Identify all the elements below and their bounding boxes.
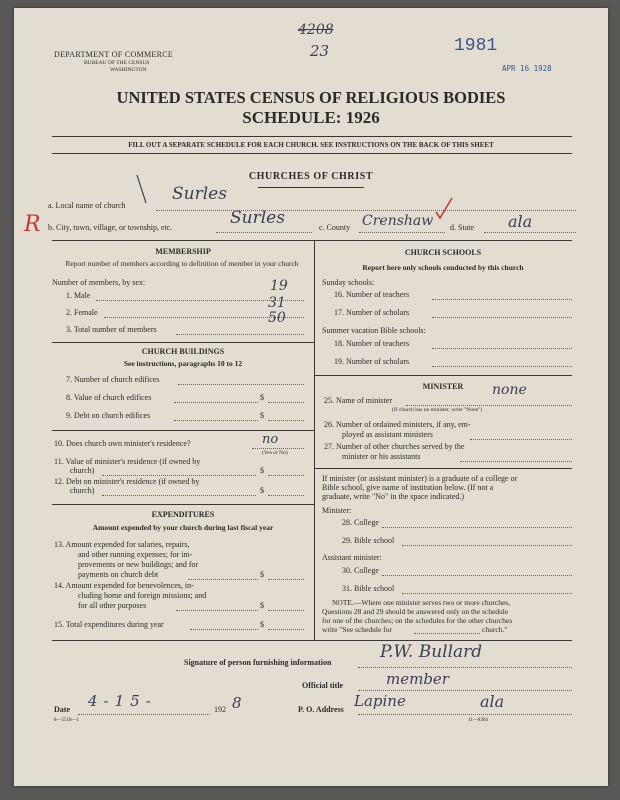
male-label: 1. Male	[66, 291, 91, 300]
total-members-value: 50	[268, 310, 286, 326]
q13-dollar: $	[260, 570, 264, 579]
q12-label-cont: church)	[70, 486, 95, 495]
q16-label: 16. Number of teachers	[334, 290, 410, 299]
bureau-name: BUREAU OF THE CENSUS	[84, 60, 150, 66]
q31-label: 31. Bible school	[342, 584, 395, 593]
q7-label: 7. Number of church edifices	[66, 375, 160, 384]
official-title-value: member	[386, 670, 449, 688]
q11-label-cont: church)	[70, 466, 95, 475]
q26-label-cont: ployed as assistant ministers	[342, 430, 433, 439]
po-address-label: P. O. Address	[298, 705, 344, 714]
footnote-4: write "See schedule for	[322, 625, 392, 634]
minister-sub-label: Minister:	[322, 506, 352, 515]
footnote-3: for one of the churches; on the schedules for the other churches	[322, 616, 513, 625]
footnote-5: church."	[482, 625, 508, 634]
po-address-value: Lapine	[354, 692, 406, 710]
q25-label: 25. Name of minister	[324, 396, 392, 405]
q11-dollar: $	[260, 466, 264, 475]
year-stamp: 1981	[454, 36, 498, 56]
year-prefix: 192	[214, 705, 226, 714]
date-value: 4-15-	[88, 692, 157, 710]
separate-schedule-instruction: FILL OUT A SEPARATE SCHEDULE FOR EACH CHURCH. SEE INSTRUCTIONS ON THE BACK OF THIS SHEET	[128, 141, 494, 149]
q14-label-2: cluding home and foreign missions; and	[78, 591, 207, 600]
q13-label-4: payments on church debt	[78, 570, 159, 579]
q9-label: 9. Debt on church edifices	[66, 411, 151, 420]
local-name-value: Surles	[172, 184, 227, 204]
q27-label-cont: minister or his assistants	[342, 452, 421, 461]
minister-heading: MINISTER	[422, 382, 464, 391]
church-schools-note: Report here only schools conducted by this church	[362, 263, 524, 272]
form-title: UNITED STATES CENSUS OF RELIGIOUS BODIES	[116, 88, 506, 107]
church-buildings-heading: CHURCH BUILDINGS	[141, 347, 225, 356]
po-state-value: ala	[480, 692, 505, 711]
q27-label: 27. Number of other churches served by the	[324, 442, 465, 451]
county-value: Crenshaw	[362, 213, 434, 229]
census-schedule-sheet	[14, 8, 608, 786]
q25-note: (If church has no minister, write "None")	[392, 407, 483, 413]
q13-label-3: provements or new buildings; and for	[78, 560, 199, 569]
q12-label: 12. Debt on minister's residence (if owned by	[54, 477, 200, 486]
denomination-heading: CHURCHES OF CHRIST	[248, 171, 374, 182]
total-members-label: 3. Total number of members	[66, 325, 157, 334]
print-number: 11—8304	[468, 718, 488, 723]
signature-value: P.W. Bullard	[380, 642, 483, 662]
date-label: Date	[54, 705, 70, 714]
graduate-note-2: Bible school, give name of institution below. (If not a	[322, 483, 494, 492]
q12-dollar: $	[260, 486, 264, 495]
crossed-number: 4208	[298, 22, 334, 38]
official-title-label: Official title	[302, 681, 344, 690]
q11-label: 11. Value of minister's residence (if owned by	[54, 457, 201, 466]
footnote-2: Questions 28 and 29 should be answered only on the schedule	[322, 607, 509, 616]
form-number: 8—5518—1	[54, 718, 79, 723]
q19-label: 19. Number of scholars	[334, 357, 410, 366]
q10-label: 10. Does church own minister's residence?	[54, 439, 191, 448]
year-suffix: 8	[232, 694, 242, 712]
form-subtitle: SCHEDULE: 1926	[242, 108, 380, 127]
q14-label-3: for all other purposes	[78, 601, 147, 610]
check-mark-icon	[434, 194, 456, 222]
review-mark-r: R	[24, 212, 41, 237]
female-value: 31	[268, 295, 286, 311]
sunday-schools-label: Sunday schools:	[322, 278, 375, 287]
q18-label: 18. Number of teachers	[334, 339, 410, 348]
local-name-label: a. Local name of church	[48, 201, 126, 210]
q9-dollar: $	[260, 411, 264, 420]
city-label: b. City, town, village, or township, etc.	[48, 223, 173, 232]
yes-no-hint: (Yes or No)	[262, 450, 288, 456]
received-date-stamp: APR 16 1928	[502, 64, 552, 73]
church-buildings-note: See instructions, paragraphs 10 to 12	[123, 359, 243, 368]
members-by-sex-label: Number of members, by sex:	[52, 278, 146, 287]
q10-value: no	[262, 432, 279, 447]
county-label: c. County	[319, 223, 351, 232]
membership-note: Report number of members according to definition of member in your church	[65, 259, 299, 268]
q15-label: 15. Total expenditures during year	[54, 620, 164, 629]
footnote-1: NOTE.—Where one minister serves two or more churches,	[332, 598, 511, 607]
signature-label: Signature of person furnishing information	[184, 658, 332, 667]
q17-label: 17. Number of scholars	[334, 308, 410, 317]
female-label: 2. Female	[66, 308, 98, 317]
q14-dollar: $	[260, 601, 264, 610]
state-value: ala	[508, 212, 533, 231]
q15-dollar: $	[260, 620, 264, 629]
city-value: Surles	[230, 208, 285, 228]
department-name: DEPARTMENT OF COMMERCE	[54, 50, 174, 59]
q29-label: 29. Bible school	[342, 536, 395, 545]
summer-schools-label: Summer vacation Bible schools:	[322, 326, 426, 335]
q13-label-2: and other running expenses; for im-	[78, 550, 193, 559]
male-value: 19	[270, 278, 288, 294]
q8-label: 8. Value of church edifices	[66, 393, 152, 402]
expenditures-note: Amount expended by your church during last fiscal year	[92, 523, 274, 532]
graduate-note-3: graduate, write "No" in the space indicated.)	[322, 492, 465, 501]
assistant-minister-label: Assistant minister:	[322, 553, 382, 562]
q25-value: none	[492, 382, 527, 398]
check-mark-icon	[134, 173, 154, 213]
q30-label: 30. College	[342, 566, 379, 575]
q14-label: 14. Amount expended for benevolences, in-	[54, 581, 194, 590]
graduate-note-1: If minister (or assistant minister) is a graduate of a college or	[322, 474, 518, 483]
q8-dollar: $	[260, 393, 264, 402]
membership-heading: MEMBERSHIP	[155, 247, 211, 256]
q13-label: 13. Amount expended for salaries, repairs,	[54, 540, 190, 549]
q26-label: 26. Number of ordained ministers, if any, em-	[324, 420, 471, 429]
q28-label: 28. College	[342, 518, 379, 527]
expenditures-heading: EXPENDITURES	[151, 510, 215, 519]
state-label: d. State	[450, 223, 474, 232]
bureau-city: WASHINGTON	[110, 67, 147, 73]
church-schools-heading: CHURCH SCHOOLS	[404, 248, 482, 257]
schedule-number: 23	[310, 42, 330, 60]
